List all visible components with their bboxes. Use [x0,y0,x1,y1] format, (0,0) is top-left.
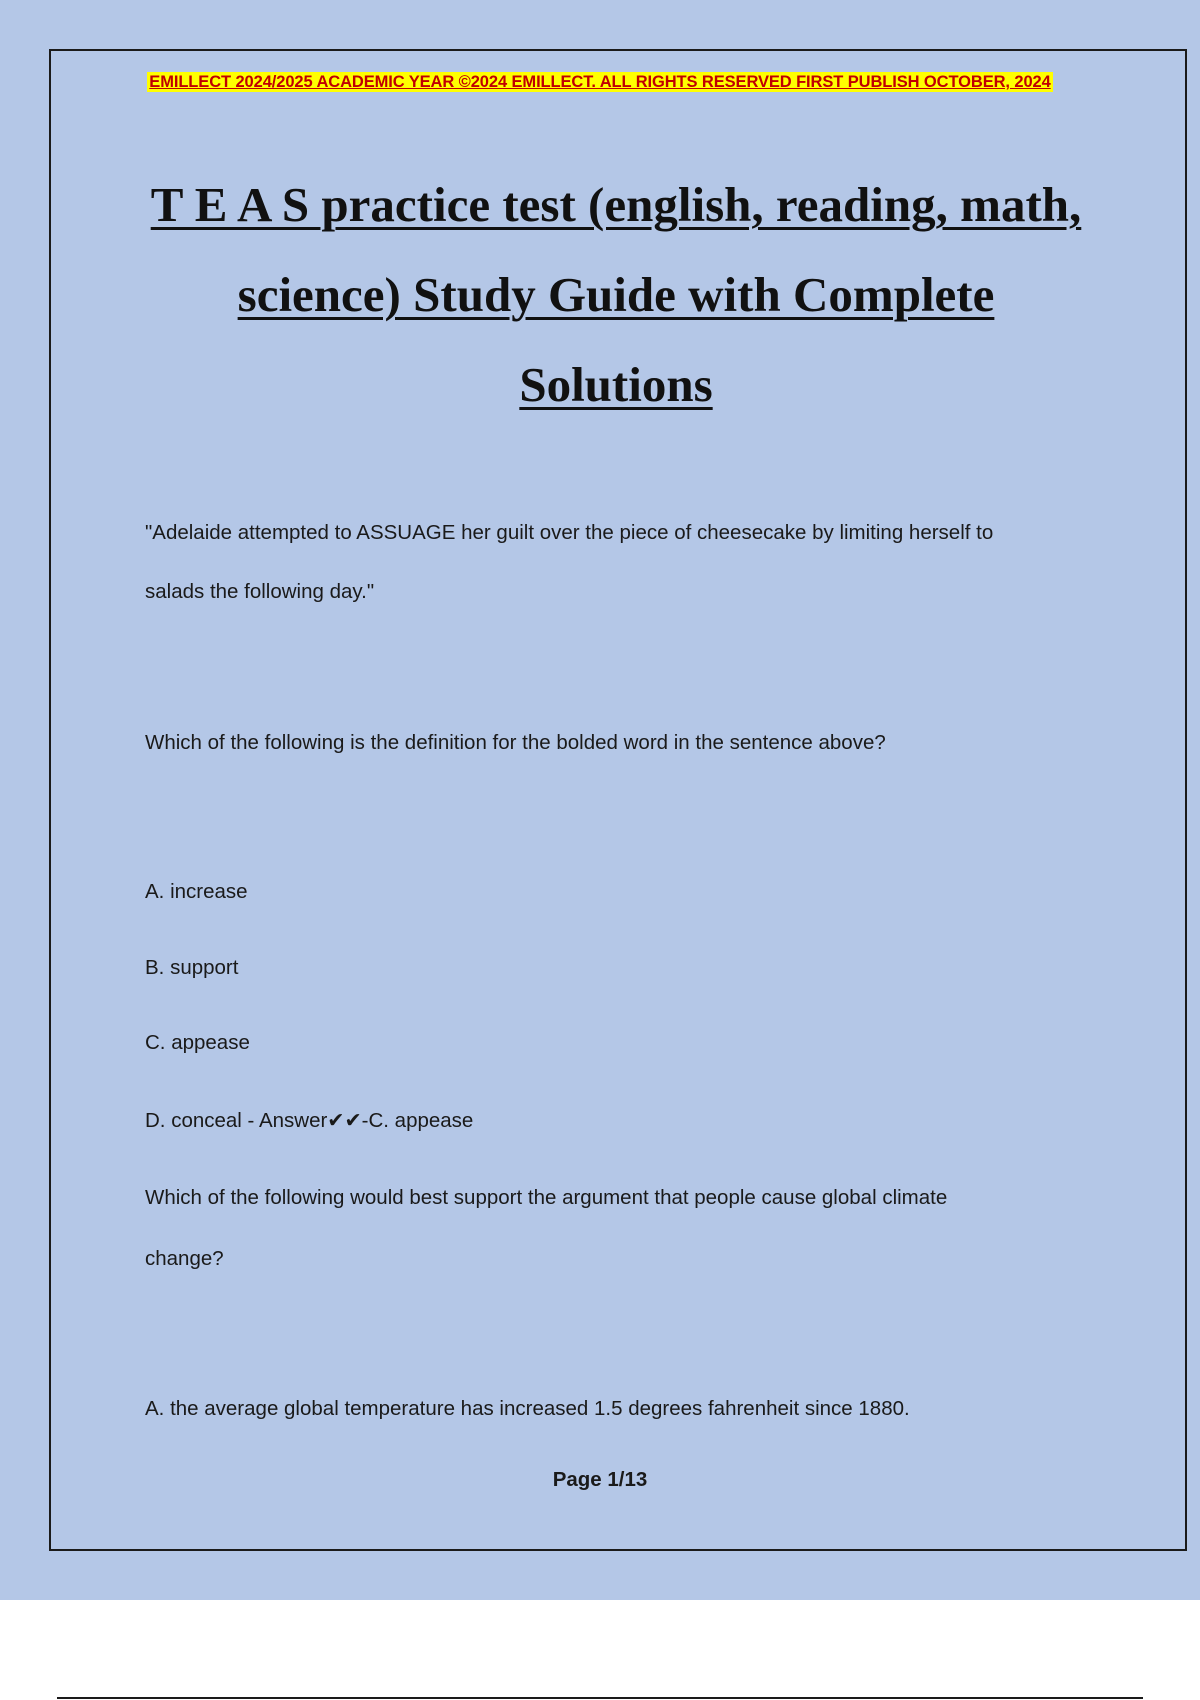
question-2-option-a: A. the average global temperature has increased 1.5 degrees fahrenheit since 1880. [145,1397,910,1420]
question-1-option-c: C. appease [145,1031,250,1054]
question-1-option-b: B. support [145,956,239,979]
next-page-top-rule [57,1697,1143,1699]
question-1-prompt-line-1: "Adelaide attempted to ASSUAGE her guilt over the piece of cheesecake by limiting herself to [145,521,994,544]
copyright-banner-text: EMILLECT 2024/2025 ACADEMIC YEAR ©2024 EMILLECT. ALL RIGHTS RESERVED FIRST PUBLISH OCTOBER, 2024 [149,73,1051,91]
question-2-text-line-1: Which of the following would best support the argument that people cause global climate [145,1186,948,1209]
question-1-option-a: A. increase [145,880,248,903]
question-1-text: Which of the following is the definition for the bolded word in the sentence above? [145,731,886,754]
question-1-option-d-with-answer: D. conceal - Answer✔✔-C. appease [145,1109,474,1132]
question-1-prompt-line-2: salads the following day." [145,580,375,603]
page-number: Page 1/13 [552,1468,648,1491]
document-title: T E A S practice test (english, reading, math, science) Study Guide with Complete Solutions [150,177,1082,412]
copyright-banner [0,73,1200,92]
question-2-text-line-2: change? [145,1247,224,1270]
